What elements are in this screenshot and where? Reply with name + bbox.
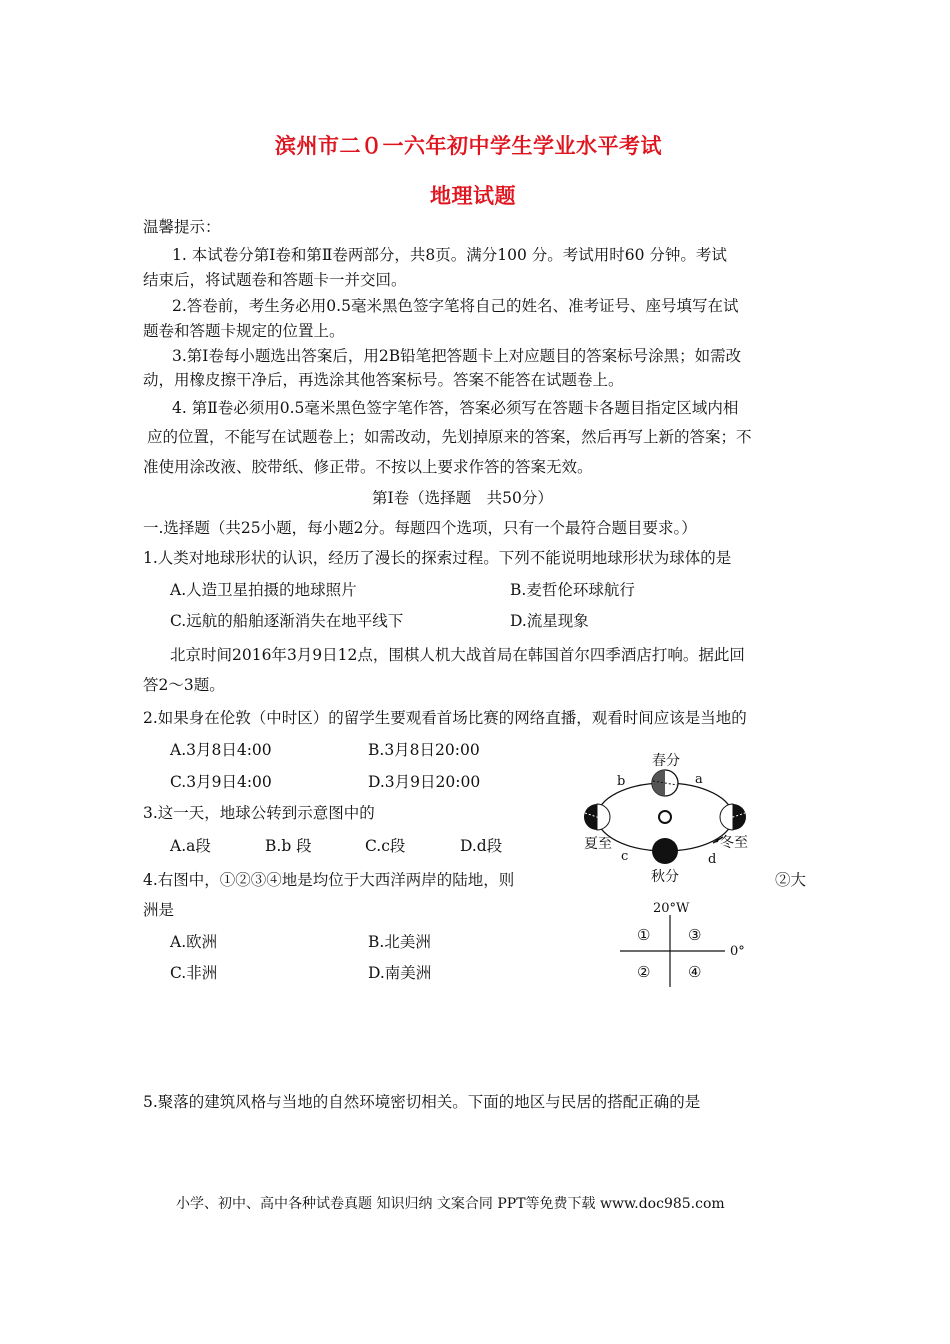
passage-line1: 北京时间2016年3月9日12点，围棋人机大战首局在韩国首尔四季酒店打响。据此回 <box>170 646 745 664</box>
q3-option-b: B.b 段 <box>265 837 312 855</box>
notice-p4-line1: 4. 第Ⅱ卷必须用0.5毫米黑色签字笔作答，答案必须写在答题卡各题目指定区域内相 <box>172 399 739 417</box>
section-instruction: 一.选择题（共25小题，每小题2分。每题四个选项，只有一个最符合题目要求。） <box>143 519 697 537</box>
label-autumn: 秋分 <box>651 869 679 885</box>
winter-globe-icon <box>720 804 746 830</box>
q1-option-d: D.流星现象 <box>510 612 589 630</box>
q4-option-c: C.非洲 <box>170 964 218 982</box>
q1-option-c: C.远航的船舶逐渐消失在地平线下 <box>170 612 404 630</box>
latlon-grid-diagram <box>605 895 765 995</box>
label-area-1: ① <box>637 926 651 944</box>
q2-stem: 2.如果身在伦敦（中时区）的留学生要观看首场比赛的网络直播，观看时间应该是当地的 <box>143 709 747 727</box>
label-seg-b: b <box>617 774 626 789</box>
q2-option-d: D.3月9日20:00 <box>368 773 481 791</box>
q1-option-b: B.麦哲伦环球航行 <box>510 581 635 599</box>
q4-option-b: B.北美洲 <box>368 933 431 951</box>
q4-stem-right: ②大 <box>775 871 807 889</box>
label-spring: 春分 <box>652 753 680 769</box>
label-seg-d: d <box>708 852 717 867</box>
q4-stem-line2: 洲是 <box>143 901 175 919</box>
notice-p2-line2: 题卷和答题卡规定的位置上。 <box>143 322 345 340</box>
q4-option-a: A.欧洲 <box>170 933 218 951</box>
label-area-3: ③ <box>688 926 702 944</box>
section-heading: 第Ⅰ卷（选择题 共50分） <box>372 489 553 507</box>
q4-option-d: D.南美洲 <box>368 964 432 982</box>
label-summer: 夏至 <box>584 836 612 852</box>
label-equator: 0° <box>730 944 745 959</box>
q3-option-c: C.c段 <box>365 837 406 855</box>
sun-icon <box>659 811 671 823</box>
q4-stem-left: 4.右图中，①②③④地是均位于大西洋两岸的陆地，则 <box>143 871 515 889</box>
label-seg-a: a <box>695 772 703 787</box>
q1-stem: 1.人类对地球形状的认识，经历了漫长的探索过程。下列不能说明地球形状为球体的是 <box>143 549 732 567</box>
summer-globe-icon <box>584 804 610 830</box>
notice-heading: 温馨提示： <box>143 218 221 236</box>
q3-option-a: A.a段 <box>170 837 211 855</box>
notice-p1-line2: 结束后，将试题卷和答题卡一并交回。 <box>143 271 407 289</box>
notice-p3-line2: 动，用橡皮擦干净后，再选涂其他答案标号。答案不能答在试题卷上。 <box>143 371 624 389</box>
q1-option-a: A.人造卫星拍摄的地球照片 <box>170 581 357 599</box>
label-area-4: ④ <box>688 963 702 981</box>
q2-option-c: C.3月9日4:00 <box>170 773 272 791</box>
q3-option-d: D.d段 <box>460 837 503 855</box>
notice-p4-line2: 应的位置，不能写在试题卷上；如需改动，先划掉原来的答案，然后再写上新的答案；不 <box>147 428 752 446</box>
spring-globe-icon <box>652 770 678 796</box>
notice-p1-line1: 1. 本试卷分第Ⅰ卷和第Ⅱ卷两部分，共8页。满分100 分。考试用时60 分钟。考试 <box>172 246 727 264</box>
q2-option-b: B.3月8日20:00 <box>368 741 480 759</box>
label-meridian: 20°W <box>653 901 690 916</box>
passage-line2: 答2～3题。 <box>143 676 225 694</box>
notice-p2-line1: 2.答卷前，考生务必用0.5毫米黑色签字笔将自己的姓名、准考证号、座号填写在试 <box>172 297 739 315</box>
earth-orbit-diagram <box>575 745 775 885</box>
page-subtitle: 地理试题 <box>430 183 516 208</box>
page-title: 滨州市二０一六年初中学生学业水平考试 <box>275 133 662 158</box>
q5-stem: 5.聚落的建筑风格与当地的自然环境密切相关。下面的地区与民居的搭配正确的是 <box>143 1093 701 1111</box>
label-seg-c: c <box>621 849 629 864</box>
page-footer: 小学、初中、高中各种试卷真题 知识归纳 文案合同 PPT等免费下载 www.doc985.com <box>176 1196 725 1212</box>
notice-p3-line1: 3.第Ⅰ卷每小题选出答案后，用2B铅笔把答题卡上对应题目的答案标号涂黑；如需改 <box>172 347 742 365</box>
q2-option-a: A.3月8日4:00 <box>170 741 272 759</box>
label-winter: 冬至 <box>720 835 748 851</box>
label-area-2: ② <box>637 963 651 981</box>
notice-p4-line3: 准使用涂改液、胶带纸、修正带。不按以上要求作答的答案无效。 <box>143 458 593 476</box>
autumn-globe-icon <box>652 838 678 864</box>
q3-stem: 3.这一天，地球公转到示意图中的 <box>143 804 375 822</box>
